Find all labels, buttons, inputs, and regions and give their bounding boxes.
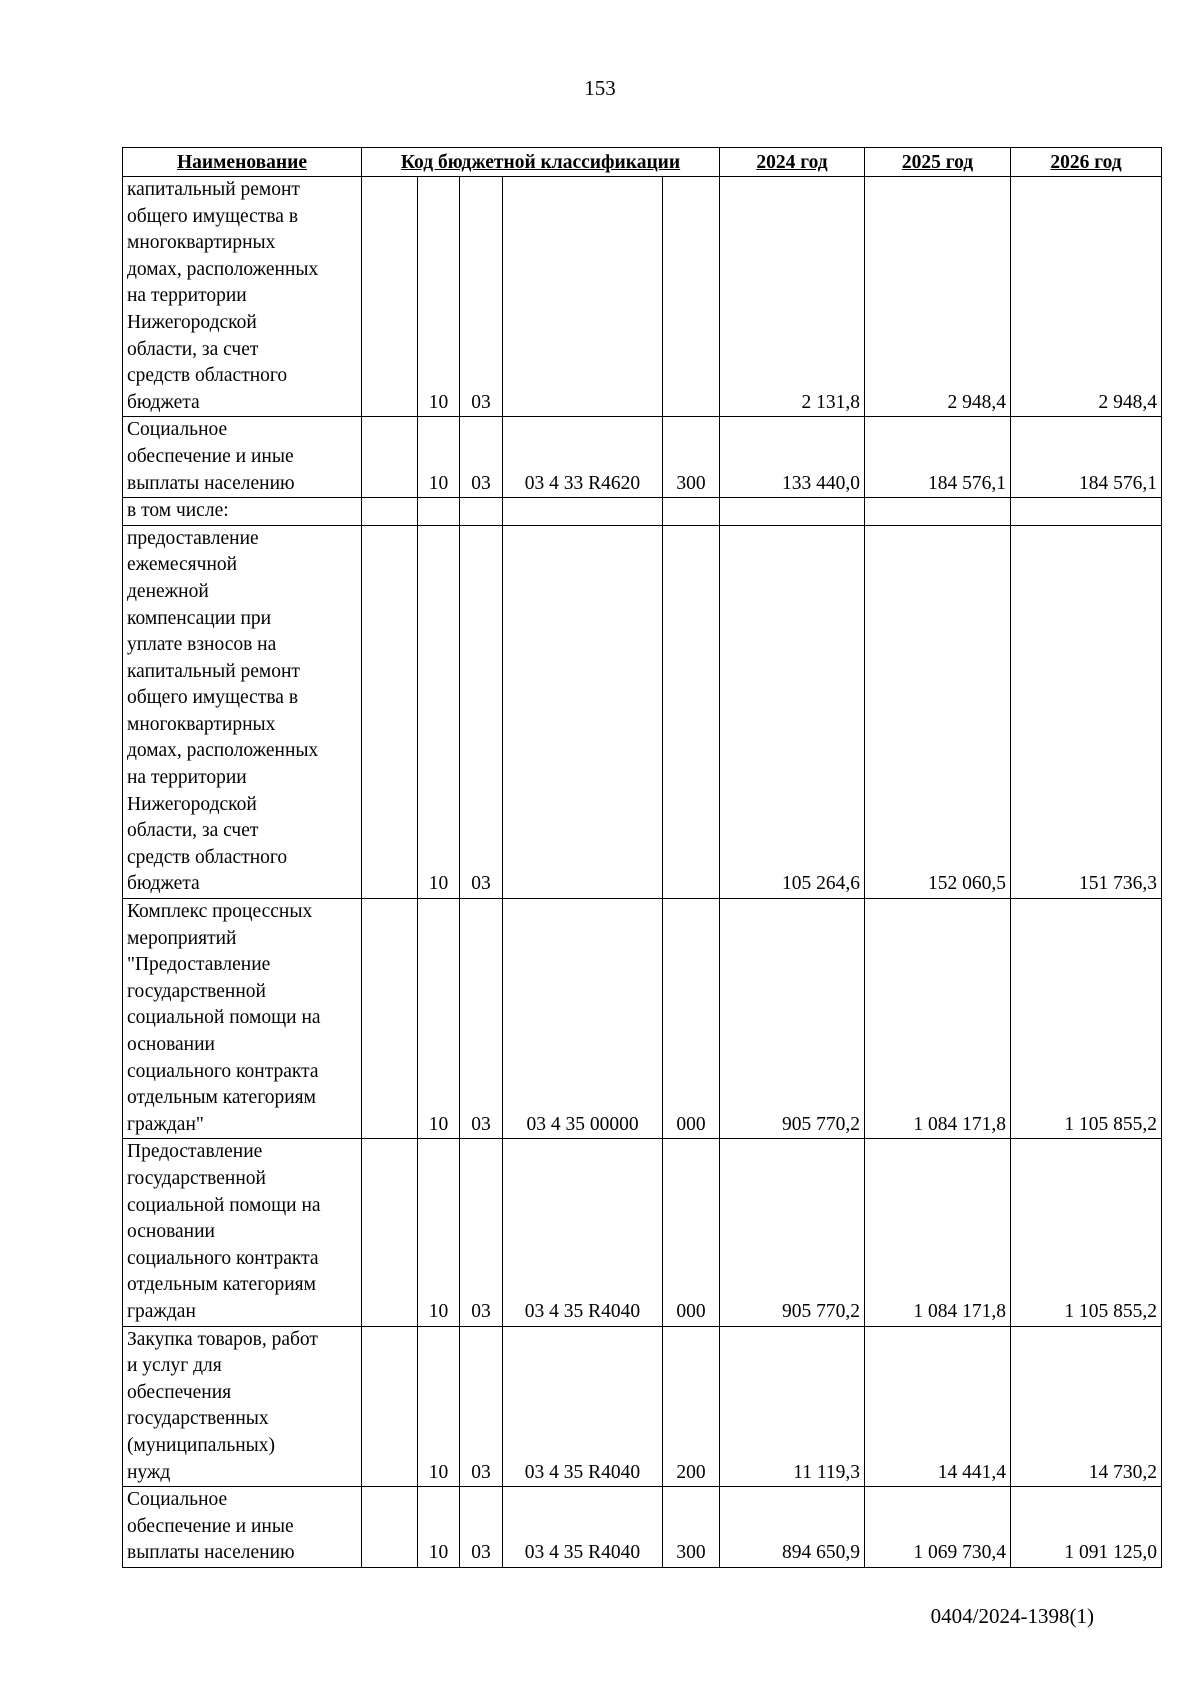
code-section: [362, 1487, 418, 1568]
code-expense-type: 000: [663, 1139, 720, 1326]
amount-2025: 2 948,4: [865, 177, 1011, 417]
row-name: Социальное обеспечение и иные выплаты населению: [123, 417, 362, 498]
row-name: Комплекс процессных мероприятий "Предоставление государственной социальной помощи на основании социального контракта отдельным категориям граждан": [123, 899, 362, 1139]
code-section: [362, 525, 418, 898]
code-target-article: 03 4 35 R4040: [503, 1326, 663, 1487]
code-section: [418, 498, 460, 526]
amount-2026: 14 730,2: [1011, 1326, 1162, 1487]
code-section: [362, 177, 418, 417]
amount-2024: 2 131,8: [720, 177, 865, 417]
amount-2025: 1 084 171,8: [865, 1139, 1011, 1326]
code-expense-type: [663, 498, 720, 526]
amount-2024: 905 770,2: [720, 899, 865, 1139]
table-row: [123, 525, 1162, 898]
code-expense-type: 300: [663, 417, 720, 498]
code-expense-type: [663, 177, 720, 417]
document-code: 0404/2024-1398(1): [930, 1604, 1094, 1628]
code-section: [362, 1139, 418, 1326]
amount-2026: [1011, 498, 1162, 526]
row-name: капитальный ремонт общего имущества в многоквартирных домах, расположенных на территории Нижегородской области, за счет средств областного бюджета: [123, 177, 362, 417]
code-target-article: 03 4 33 R4620: [503, 417, 663, 498]
amount-2026: 184 576,1: [1011, 417, 1162, 498]
code-target-article: [503, 177, 663, 417]
code-subsection: 03: [460, 899, 503, 1139]
row-name: предоставление ежемесячной денежной компенсации при уплате взносов на капитальный ремонт общего имущества в многоквартирных домах, расположенных на территории Нижегородской области, за счет средств областного бюджета: [123, 525, 362, 898]
table-row: [123, 498, 1162, 526]
code-section: 10: [418, 1326, 460, 1487]
table-row: [123, 1139, 1162, 1326]
amount-2026: 2 948,4: [1011, 177, 1162, 417]
amount-2026: 1 105 855,2: [1011, 899, 1162, 1139]
code-section: 10: [418, 525, 460, 898]
code-expense-type: 300: [663, 1487, 720, 1568]
code-subsection: 03: [460, 1326, 503, 1487]
amount-2024: 105 264,6: [720, 525, 865, 898]
amount-2024: 905 770,2: [720, 1139, 865, 1326]
amount-2024: 894 650,9: [720, 1487, 865, 1568]
code-section: [362, 498, 418, 526]
code-target-article: [503, 498, 663, 526]
code-expense-type: [663, 525, 720, 898]
code-subsection: 03: [460, 177, 503, 417]
code-section: 10: [418, 1139, 460, 1326]
table-row: [123, 1487, 1162, 1568]
amount-2025: 184 576,1: [865, 417, 1011, 498]
code-expense-type: 000: [663, 899, 720, 1139]
code-section: [362, 1326, 418, 1487]
code-subsection: 03: [460, 525, 503, 898]
header-2024: 2024 год: [720, 148, 865, 177]
amount-2026: 1 105 855,2: [1011, 1139, 1162, 1326]
amount-2025: 152 060,5: [865, 525, 1011, 898]
amount-2026: 151 736,3: [1011, 525, 1162, 898]
header-2026: 2026 год: [1011, 148, 1162, 177]
code-section: 10: [418, 899, 460, 1139]
table-row: [123, 1326, 1162, 1487]
header-2025: 2025 год: [865, 148, 1011, 177]
page-number: 153: [584, 76, 616, 100]
code-target-article: 03 4 35 R4040: [503, 1139, 663, 1326]
code-section: 10: [418, 417, 460, 498]
code-subsection: 03: [460, 417, 503, 498]
amount-2025: 1 069 730,4: [865, 1487, 1011, 1568]
code-section: 10: [418, 1487, 460, 1568]
amount-2025: [865, 498, 1011, 526]
code-subsection: 03: [460, 1487, 503, 1568]
code-section: [362, 417, 418, 498]
header-code: Код бюджетной классификации: [362, 148, 720, 177]
header-name: Наименование: [123, 148, 362, 177]
code-target-article: 03 4 35 R4040: [503, 1487, 663, 1568]
amount-2024: 11 119,3: [720, 1326, 865, 1487]
table-row: [123, 177, 1162, 417]
amount-2024: 133 440,0: [720, 417, 865, 498]
budget-table: [122, 147, 1162, 1568]
code-section: [362, 899, 418, 1139]
table-row: [123, 899, 1162, 1139]
code-target-article: [503, 525, 663, 898]
amount-2025: 14 441,4: [865, 1326, 1011, 1487]
amount-2025: 1 084 171,8: [865, 899, 1011, 1139]
amount-2024: [720, 498, 865, 526]
amount-2026: 1 091 125,0: [1011, 1487, 1162, 1568]
code-section: 10: [418, 177, 460, 417]
header-row: [123, 148, 1162, 177]
row-name: в том числе:: [123, 498, 362, 526]
table-row: [123, 417, 1162, 498]
row-name: Закупка товаров, работ и услуг для обеспечения государственных (муниципальных) нужд: [123, 1326, 362, 1487]
code-expense-type: 200: [663, 1326, 720, 1487]
code-target-article: 03 4 35 00000: [503, 899, 663, 1139]
row-name: Социальное обеспечение и иные выплаты населению: [123, 1487, 362, 1568]
code-subsection: [460, 498, 503, 526]
code-subsection: 03: [460, 1139, 503, 1326]
row-name: Предоставление государственной социальной помощи на основании социального контракта отдельным категориям граждан: [123, 1139, 362, 1326]
